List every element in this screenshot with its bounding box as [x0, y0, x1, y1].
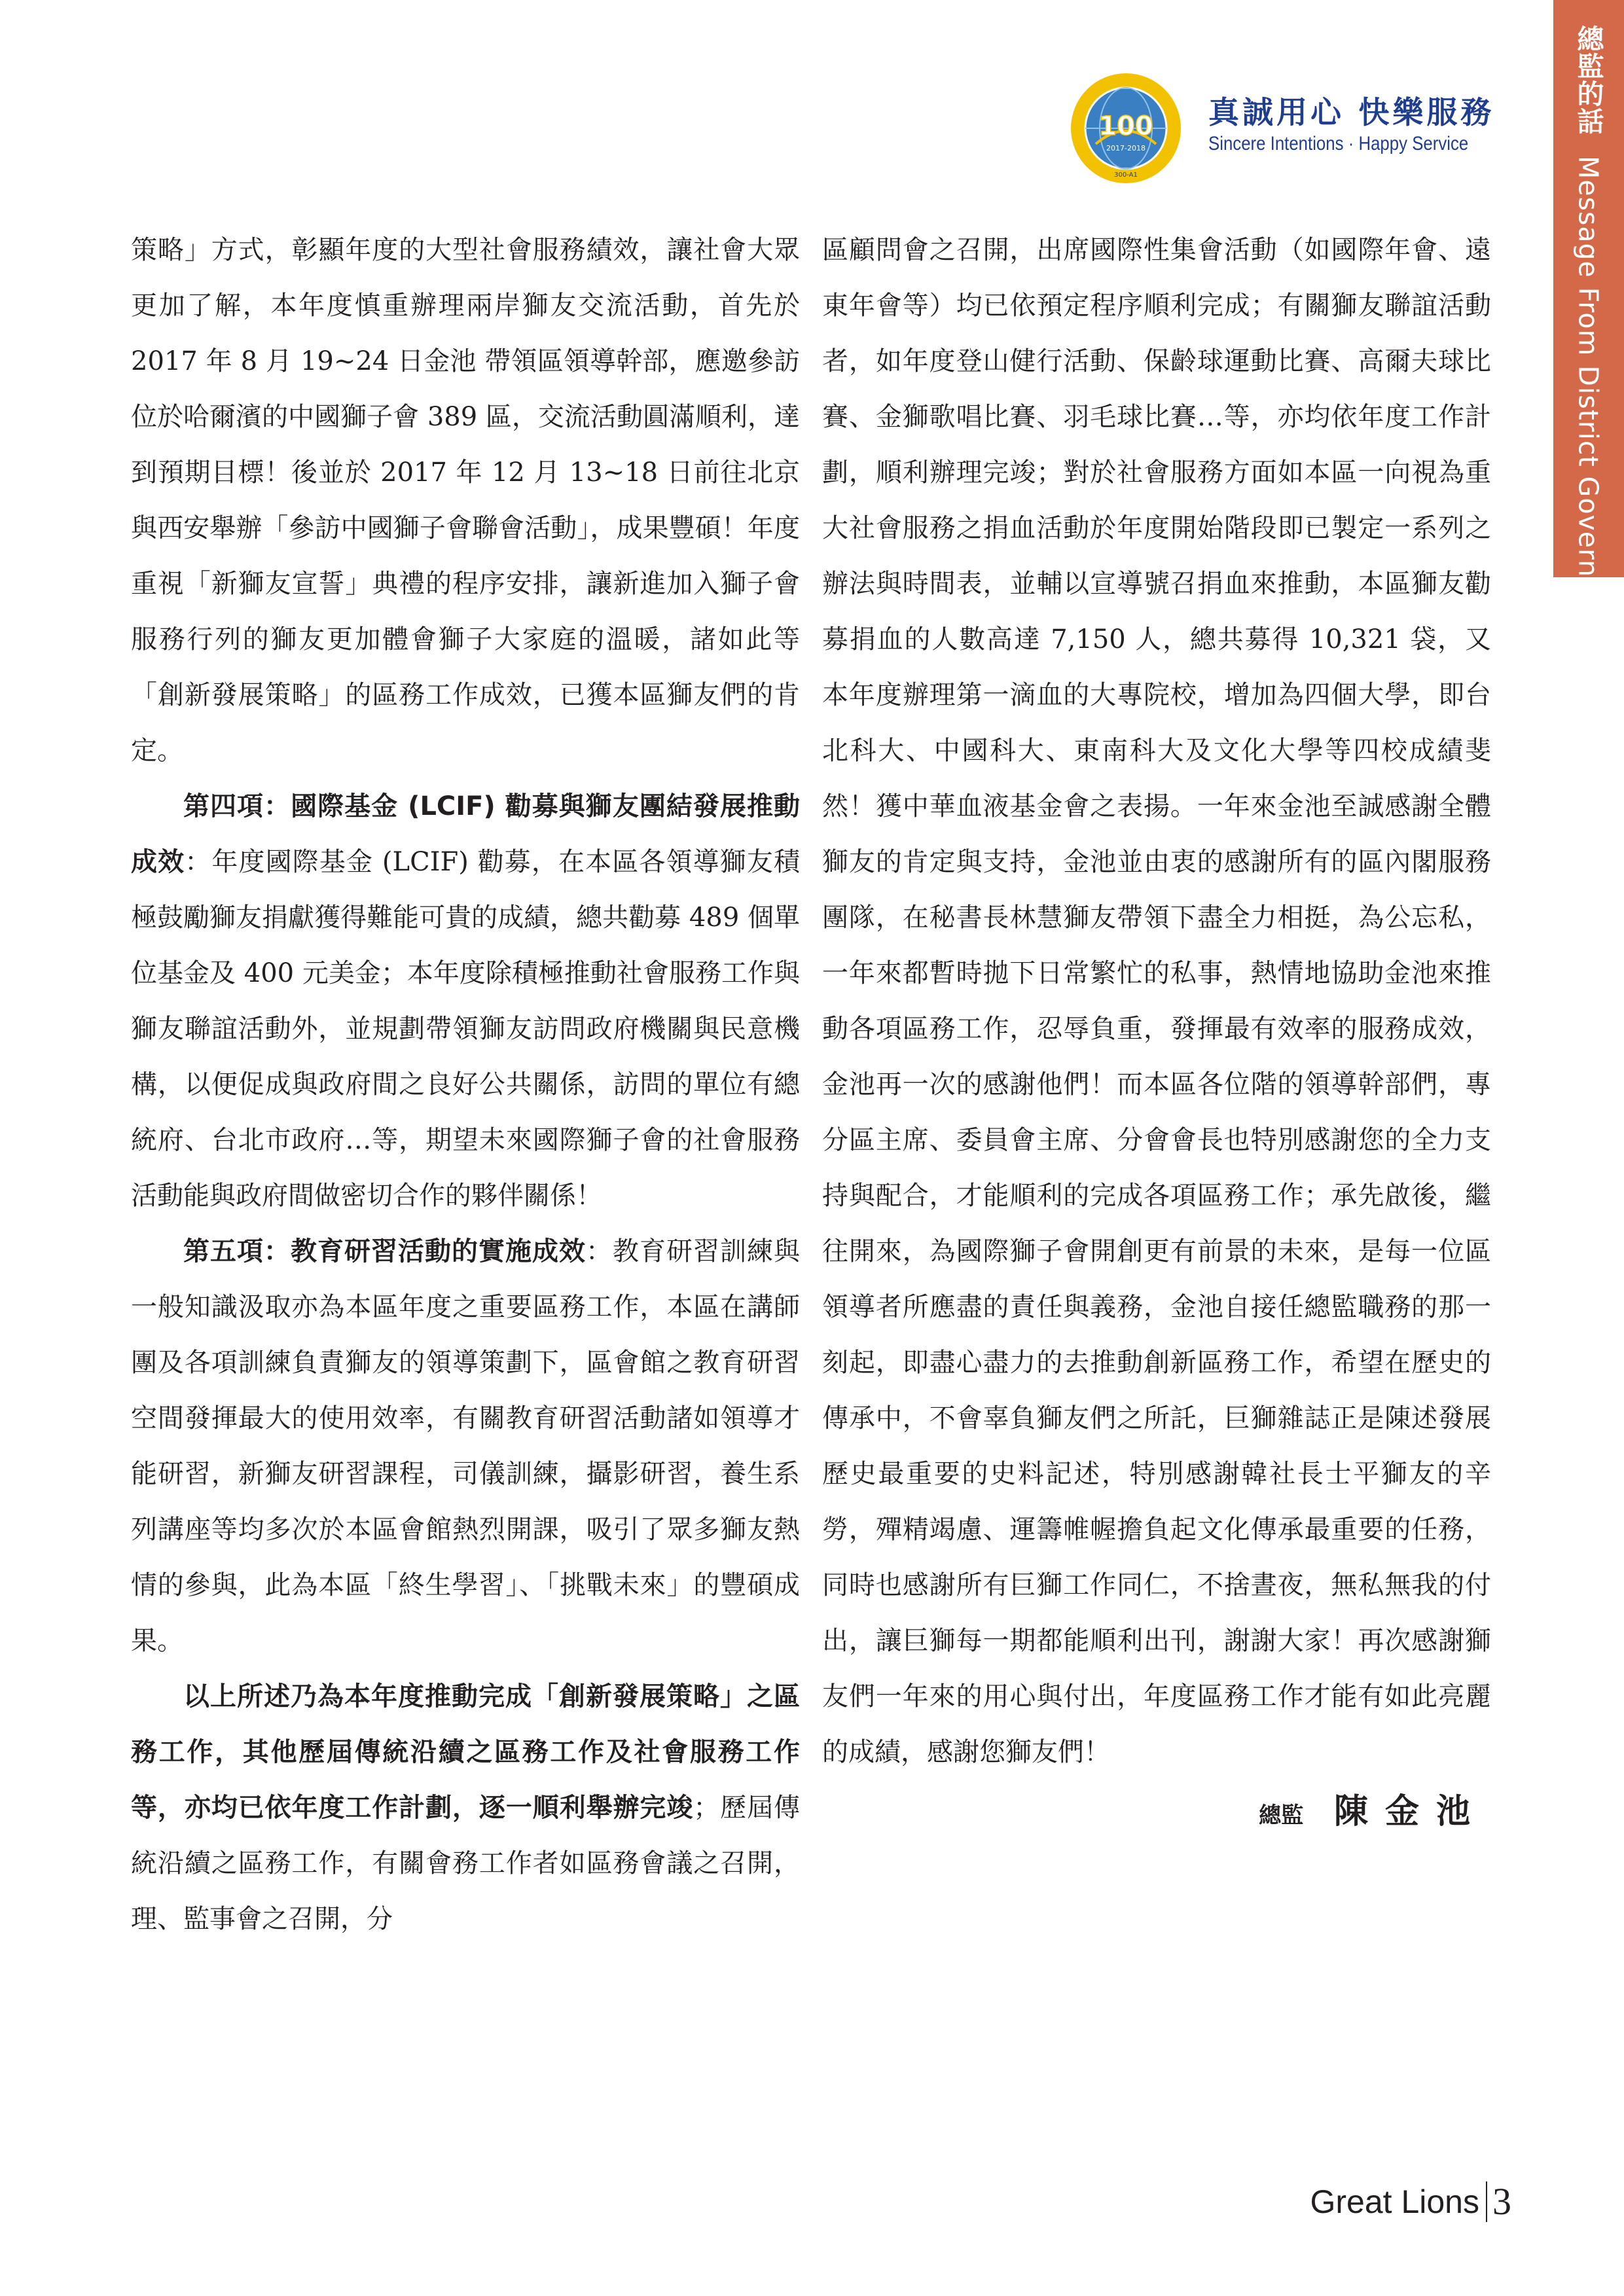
paragraph-1: 策略」方式，彰顯年度的大型社會服務績效，讓社會大眾更加了解，本年度慎重辦理兩岸獅友交流活動，首先於 2017 年 8 月 19~24 日金池 帶領區領導幹部，應邀參訪位於哈爾濱的中國獅子會 389 區，交流活動圓滿順利，達到預期目標！後並於 2017 年 12 月 13~18 日前往北京與西安舉辦「參訪中國獅子會聯會活動」，成果豐碩！年度重視「新獅友宣誓」典禮的程序安排，讓新進加入獅子會服務行列的獅友更加體會獅子大家庭的溫暖，諸如此等「創新發展策略」的區務工作成效，已獲本區獅友們的肯定。 — [131, 235, 800, 766]
side-tab-en: Message From District Governor — [1572, 156, 1604, 607]
side-tab-label — [1570, 25, 1608, 607]
logo-years: 2017-2018 — [1106, 144, 1146, 152]
logo-district: 300-A1 — [1114, 171, 1138, 179]
signature-name: 陳金池 — [1333, 1792, 1487, 1831]
paragraph-lcif — [131, 779, 800, 1224]
paragraph-education-body: ：教育研習訓練與一般知識汲取亦為本區年度之重要區務工作，本區在講師團及各項訓練負責獅友的領導策劃下，區會館之教育研習空間發揮最大的使用效率，有關教育研習活動諸如領導才能研習，新獅友研習課程，司儀訓練，攝影研習，養生系列講座等均多次於本區會館熱烈開課，吸引了眾多獅友熱情的參與，此為本區「終生學習」、「挑戰未來」的豐碩成果。 — [131, 1236, 800, 1656]
paragraph-summary-heading: 以上所述乃為本年度推動完成「創新發展策略」之區務工作，其他歷屆傳統沿續之區務工作及社會服務工作等，亦均已依年度工作計劃，逐一順利舉辦完竣 — [131, 1681, 800, 1823]
left-column — [131, 223, 800, 1947]
footer-brand: Great Lions — [1310, 2183, 1479, 2220]
paragraph-lcif-heading: 第四項：國際基金 (LCIF) 勸募與獅友團結發展推動成效 — [131, 791, 800, 877]
footer — [1310, 2179, 1511, 2223]
logo-center-text: 100 — [1098, 111, 1153, 141]
slogan — [1208, 96, 1511, 157]
slogan-en: Sincere Intentions · Happy Service — [1208, 133, 1469, 154]
slogan-zh: 真誠用心 快樂服務 — [1208, 95, 1495, 131]
centennial-logo-icon — [1070, 72, 1182, 185]
paragraph-lcif-body: ：年度國際基金 (LCIF) 勸募，在本區各領導獅友積極鼓勵獅友捐獻獲得難能可貴的成績，總共勸募 489 個單位基金及 400 元美金；本年度除積極推動社會服務工作與獅友聯誼活動外，並規劃帶領獅友訪問政府機關與民意機構，以便促成與政府間之良好公共關係，訪問的單位有總統府、台北市政府…等，期望未來國際獅子會的社會服務活動能與政府間做密切合作的夥伴關係！ — [131, 847, 800, 1211]
paragraph-continued: 區顧問會之召開，出席國際性集會活動（如國際年會、遠東年會等）均已依預定程序順利完成；有關獅友聯誼活動者，如年度登山健行活動、保齡球運動比賽、高爾夫球比賽、金獅歌唱比賽、羽毛球比賽…等，亦均依年度工作計劃，順利辦理完竣；對於社會服務方面如本區一向視為重大社會服務之捐血活動於年度開始階段即已製定一系列之辦法與時間表，並輔以宣導號召捐血來推動，本區獅友勸募捐血的人數高達 7,150 人，總共募得 10,321 袋，又本年度辦理第一滴血的大專院校，增加為四個大學，即台北科大、中國科大、東南科大及文化大學等四校成績斐然！獲中華血液基金會之表揚。一年來金池至誠感謝全體獅友的肯定與支持，金池並由衷的感謝所有的區內閣服務團隊，在秘書長林慧獅友帶領下盡全力相挺，為公忘私，一年來都暫時拋下日常繁忙的私事，熱情地協助金池來推動各項區務工作，忍辱負重，發揮最有效率的服務成效，金池再一次的感謝他們！而本區各位階的領導幹部們，專分區主席、委員會主席、分會會長也特別感謝您的全力支持與配合，才能順利的完成各項區務工作；承先啟後，繼往開來，為國際獅子會開創更有前景的未來，是每一位區領導者所應盡的責任與義務，金池自接任總監職務的那一刻起，即盡心盡力的去推動創新區務工作，希望在歷史的傳承中，不會辜負獅友們之所託，巨獅雜誌正是陳述發展歷史最重要的史料記述，特別感謝韓社長士平獅友的辛勞，殫精竭慮、運籌帷幄擔負起文化傳承最重要的任務，同時也感謝所有巨獅工作同仁，不捨晝夜，無私無我的付出，讓巨獅每一期都能順利出刊，謝謝大家！再次感謝獅友們一年來的用心與付出，年度區務工作才能有如此亮麗的成績，感謝您獅友們！ — [822, 235, 1491, 1767]
side-tab — [1553, 0, 1624, 607]
signature-role: 總監 — [1259, 1803, 1304, 1829]
side-tab-zh: 總監的話 — [1572, 25, 1604, 135]
paragraph-education-heading: 第五項：教育研習活動的實施成效 — [183, 1236, 586, 1266]
signature — [822, 1784, 1491, 1844]
paragraph-summary — [131, 1669, 800, 1947]
right-column — [822, 223, 1491, 1844]
footer-divider — [1486, 2181, 1487, 2222]
paragraph-education — [131, 1224, 800, 1669]
page-number: 3 — [1492, 2180, 1511, 2223]
paragraph-summary-body: ；歷屆傳統沿續之區務工作，有關會務工作者如區務會議之召開，理、監事會之召開，分 — [131, 1793, 801, 1934]
